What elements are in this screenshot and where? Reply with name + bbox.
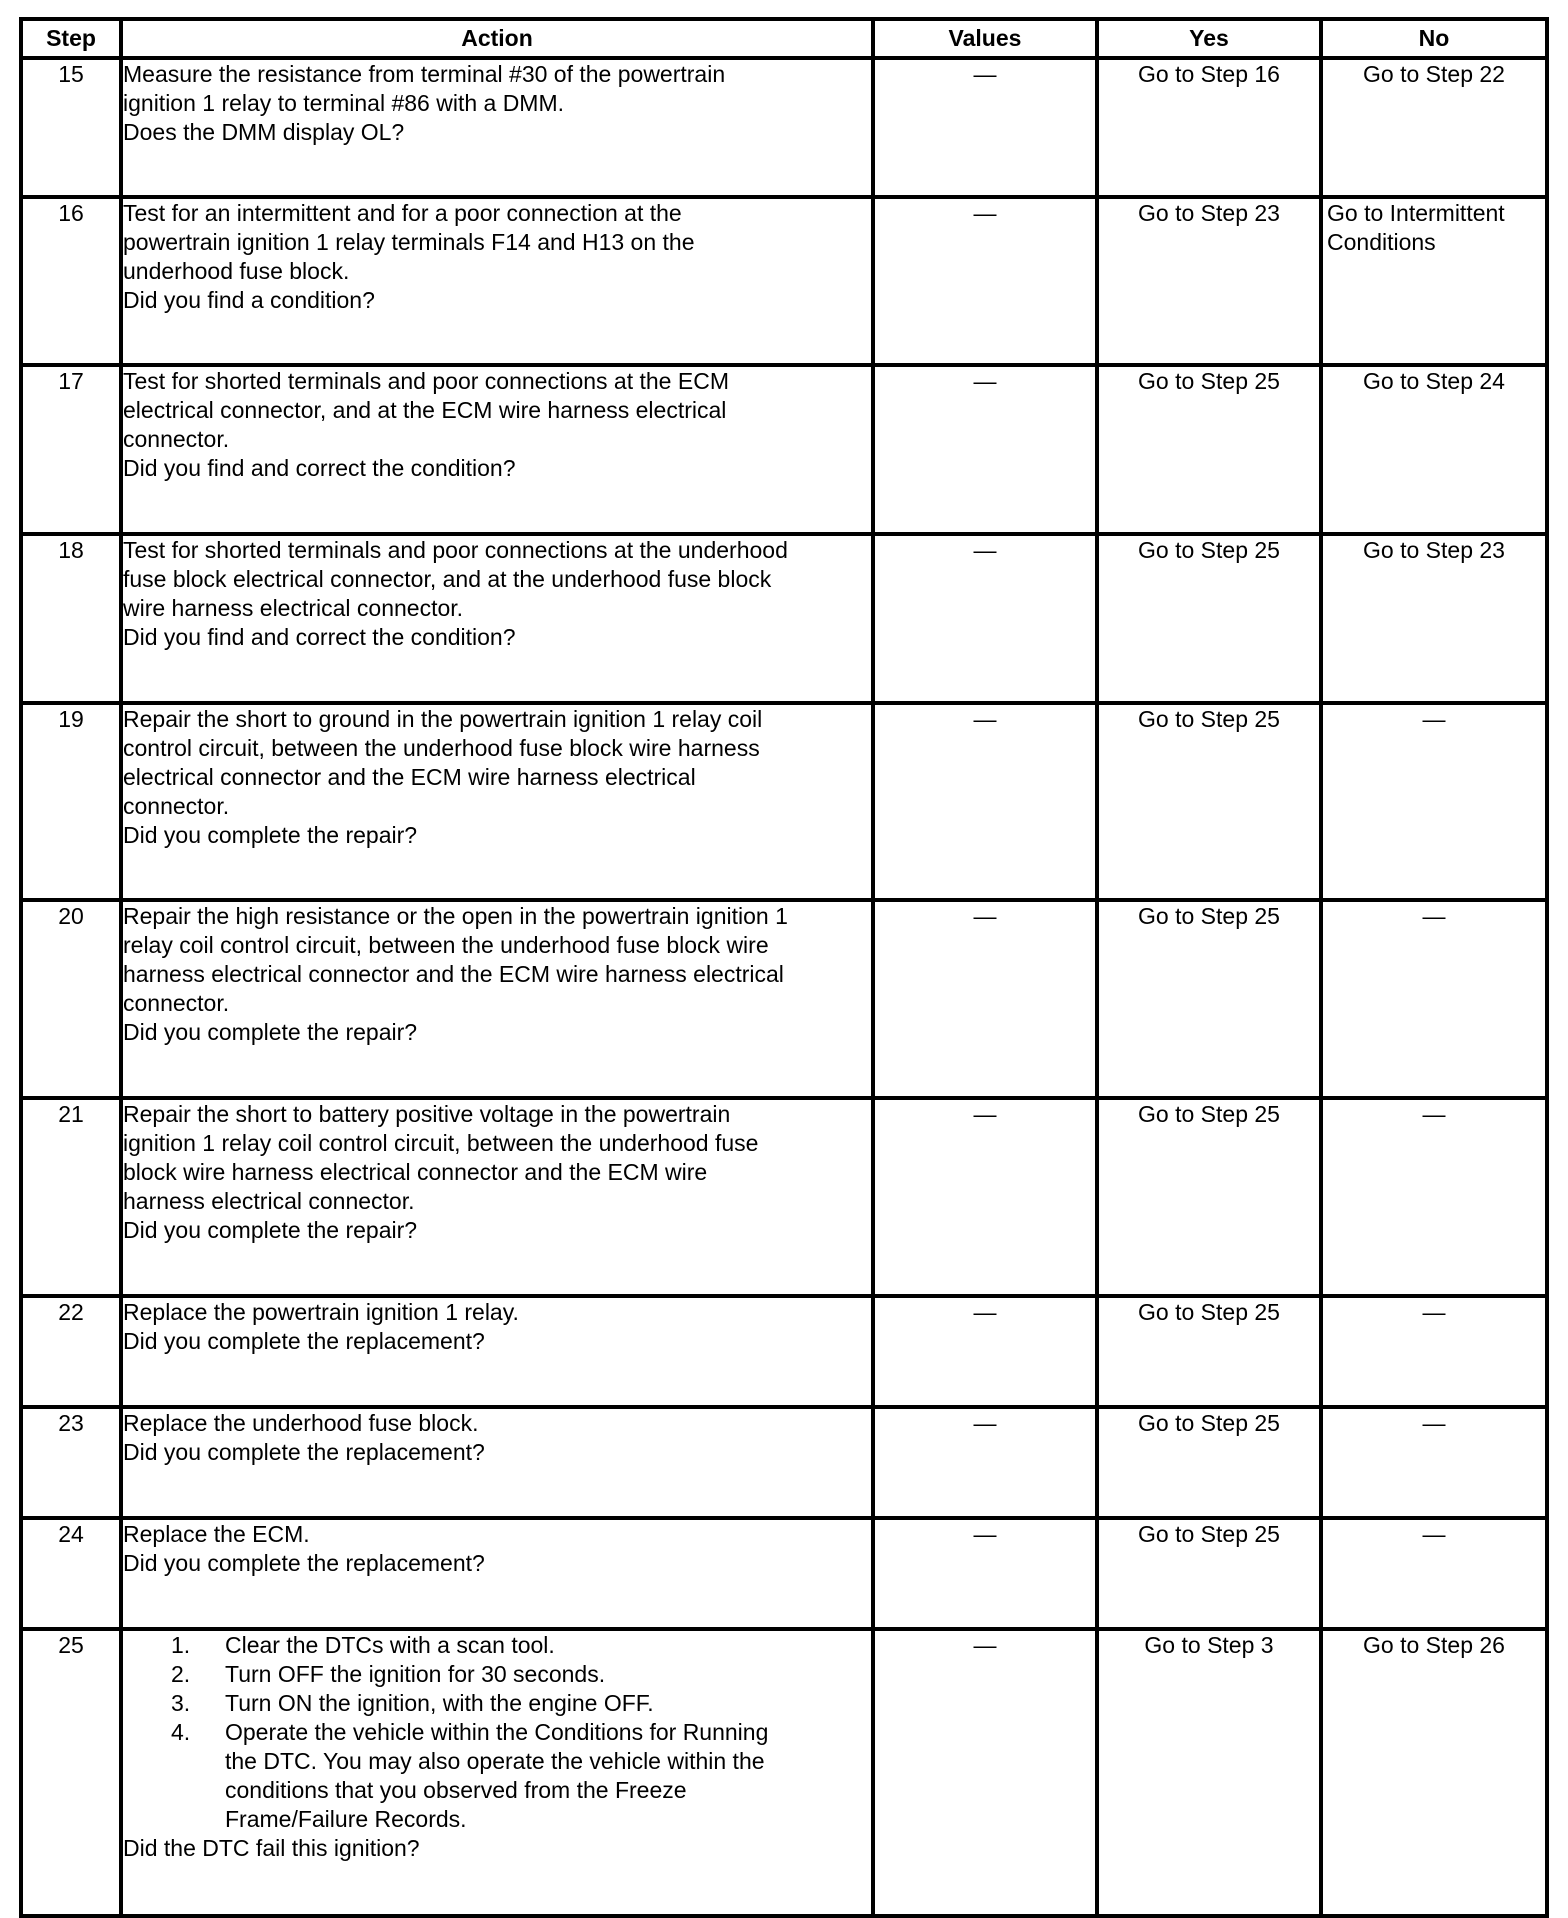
step-number: 16 [21, 197, 121, 365]
action-question: Did you complete the replacement? [123, 1550, 485, 1576]
no-cell [1321, 1407, 1547, 1518]
no-cell [1321, 1296, 1547, 1407]
action-line: fuse block electrical connector, and at the underhood fuse block [123, 566, 772, 592]
no-dash: — [1422, 706, 1446, 732]
header-yes: Yes [1097, 19, 1321, 58]
yes-cell [1097, 534, 1321, 703]
action-line: Measure the resistance from terminal #30 of the powertrain [123, 61, 726, 87]
yes-link[interactable]: Go to Step 25 [1138, 903, 1280, 929]
table-row [21, 1629, 1547, 1916]
action-question: Did you complete the repair? [123, 1019, 418, 1045]
step-number: 17 [21, 365, 121, 534]
action-text [123, 1298, 871, 1327]
table-row [21, 1296, 1547, 1407]
action-cell [121, 1098, 873, 1296]
values-cell: — [873, 58, 1097, 197]
list-item-text [225, 1660, 871, 1689]
action-line: electrical connector and the ECM wire harness electrical [123, 764, 696, 790]
action-line: harness electrical connector. [123, 1188, 415, 1214]
no-cell [1321, 1098, 1547, 1296]
action-question: Did the DTC fail this ignition? [123, 1835, 420, 1861]
yes-cell [1097, 1629, 1321, 1916]
table-row [21, 703, 1547, 900]
yes-cell [1097, 703, 1321, 900]
action-line: relay coil control circuit, between the underhood fuse block wire [123, 932, 769, 958]
action-cell [121, 703, 873, 900]
action-line: underhood fuse block. [123, 258, 350, 284]
yes-link[interactable]: Go to Step 25 [1138, 706, 1280, 732]
action-text [123, 536, 871, 623]
no-cell [1321, 703, 1547, 900]
action-line: ignition 1 relay coil control circuit, between the underhood fuse [123, 1130, 759, 1156]
table-row [21, 534, 1547, 703]
action-numbered-list [123, 1631, 871, 1834]
action-line: control circuit, between the underhood fuse block wire harness [123, 735, 760, 761]
values-cell: — [873, 197, 1097, 365]
no-cell [1321, 365, 1547, 534]
table-row [21, 1098, 1547, 1296]
table-row [21, 197, 1547, 365]
list-item-line: Frame/Failure Records. [225, 1806, 467, 1832]
action-text [123, 1409, 871, 1438]
action-cell [121, 1518, 873, 1629]
list-item-text [225, 1631, 871, 1660]
table-row [21, 900, 1547, 1098]
no-cell [1321, 534, 1547, 703]
list-item-text [225, 1718, 871, 1834]
header-row [21, 19, 1547, 58]
step-number: 24 [21, 1518, 121, 1629]
step-number: 20 [21, 900, 121, 1098]
table-row [21, 1518, 1547, 1629]
action-question: Did you find and correct the condition? [123, 624, 516, 650]
values-cell: — [873, 365, 1097, 534]
step-number: 19 [21, 703, 121, 900]
action-line: connector. [123, 426, 230, 452]
no-link[interactable] [1323, 199, 1545, 259]
step-number: 23 [21, 1407, 121, 1518]
yes-link[interactable]: Go to Step 25 [1138, 1101, 1280, 1127]
header-values: Values [873, 19, 1097, 58]
yes-cell [1097, 365, 1321, 534]
action-line: wire harness electrical connector. [123, 595, 464, 621]
action-question: Did you complete the repair? [123, 1217, 418, 1243]
action-cell [121, 197, 873, 365]
header-no: No [1321, 19, 1547, 58]
list-item-line: conditions that you observed from the Freeze [225, 1777, 687, 1803]
action-line: harness electrical connector and the ECM wire harness electrical [123, 961, 784, 987]
values-cell: — [873, 1407, 1097, 1518]
action-text [123, 60, 871, 118]
no-cell [1321, 58, 1547, 197]
values-cell: — [873, 900, 1097, 1098]
no-cell [1321, 1629, 1547, 1916]
action-line: connector. [123, 793, 230, 819]
action-text [123, 902, 871, 1018]
list-item-number: 2. [171, 1661, 191, 1687]
action-line: Replace the powertrain ignition 1 relay. [123, 1299, 519, 1325]
action-text [123, 705, 871, 821]
action-line: connector. [123, 990, 230, 1016]
yes-cell [1097, 1296, 1321, 1407]
action-cell [121, 1629, 873, 1916]
action-line: Test for shorted terminals and poor connections at the ECM [123, 368, 729, 394]
list-item-number: 1. [171, 1632, 191, 1658]
action-line: Repair the high resistance or the open in the powertrain ignition 1 [123, 903, 788, 929]
table-row [21, 1407, 1547, 1518]
list-item [123, 1631, 871, 1660]
yes-link[interactable]: Go to Step 3 [1144, 1632, 1274, 1658]
step-number: 15 [21, 58, 121, 197]
action-text [123, 367, 871, 454]
table-row [21, 365, 1547, 534]
list-item [123, 1718, 871, 1834]
action-cell [121, 365, 873, 534]
yes-cell [1097, 197, 1321, 365]
list-item [123, 1689, 871, 1718]
action-line: ignition 1 relay to terminal #86 with a DMM. [123, 90, 565, 116]
values-cell: — [873, 1629, 1097, 1916]
action-cell [121, 1296, 873, 1407]
yes-cell [1097, 1098, 1321, 1296]
list-item-line: Operate the vehicle within the Conditions for Running [225, 1719, 769, 1745]
action-text [123, 1100, 871, 1216]
action-line: electrical connector, and at the ECM wire harness electrical [123, 397, 727, 423]
diagnostic-table [19, 17, 1549, 1918]
yes-link[interactable]: Go to Step 25 [1138, 1410, 1280, 1436]
no-cell [1321, 1518, 1547, 1629]
list-item-line: Clear the DTCs with a scan tool. [225, 1632, 555, 1658]
no-dash: — [1422, 1410, 1446, 1436]
no-link[interactable]: Go to Step 22 [1363, 61, 1505, 87]
action-text [123, 199, 871, 286]
no-dash: — [1422, 903, 1446, 929]
no-link[interactable]: Go to Step 23 [1363, 537, 1505, 563]
no-cell [1321, 197, 1547, 365]
action-line: Repair the short to ground in the powertrain ignition 1 relay coil [123, 706, 763, 732]
no-link-line: Conditions [1327, 229, 1436, 255]
no-dash: — [1422, 1101, 1446, 1127]
action-line: Test for shorted terminals and poor connections at the underhood [123, 537, 788, 563]
table-row [21, 58, 1547, 197]
header-step: Step [21, 19, 121, 58]
header-action: Action [121, 19, 873, 58]
action-line: Repair the short to battery positive voltage in the powertrain [123, 1101, 731, 1127]
no-link-line: Go to Intermittent [1327, 200, 1505, 226]
action-question: Did you complete the replacement? [123, 1439, 485, 1465]
list-item-line: Turn ON the ignition, with the engine OFF. [225, 1690, 654, 1716]
yes-link[interactable]: Go to Step 25 [1138, 1299, 1280, 1325]
yes-link[interactable]: Go to Step 23 [1138, 200, 1280, 226]
action-question: Did you find and correct the condition? [123, 455, 516, 481]
list-item-text [225, 1689, 871, 1718]
action-question: Did you find a condition? [123, 287, 375, 313]
action-line: block wire harness electrical connector and the ECM wire [123, 1159, 708, 1185]
yes-cell [1097, 1407, 1321, 1518]
step-number: 21 [21, 1098, 121, 1296]
yes-link[interactable]: Go to Step 25 [1138, 368, 1280, 394]
step-number: 18 [21, 534, 121, 703]
list-item-number: 4. [171, 1719, 191, 1745]
action-line: powertrain ignition 1 relay terminals F14 and H13 on the [123, 229, 695, 255]
values-cell: — [873, 1518, 1097, 1629]
values-cell: — [873, 1296, 1097, 1407]
action-question: Does the DMM display OL? [123, 119, 405, 145]
action-cell [121, 534, 873, 703]
action-text [123, 1520, 871, 1549]
no-cell [1321, 900, 1547, 1098]
values-cell: — [873, 703, 1097, 900]
list-item [123, 1660, 871, 1689]
action-line: Test for an intermittent and for a poor connection at the [123, 200, 682, 226]
yes-link[interactable]: Go to Step 25 [1138, 537, 1280, 563]
list-item-line: the DTC. You may also operate the vehicle within the [225, 1748, 765, 1774]
yes-cell [1097, 58, 1321, 197]
no-link[interactable]: Go to Step 26 [1363, 1632, 1505, 1658]
values-cell: — [873, 534, 1097, 703]
action-cell [121, 1407, 873, 1518]
yes-link[interactable]: Go to Step 16 [1138, 61, 1280, 87]
diagnostic-table-sheet [19, 17, 1549, 1918]
no-link[interactable]: Go to Step 24 [1363, 368, 1505, 394]
no-dash: — [1422, 1299, 1446, 1325]
list-item-line: Turn OFF the ignition for 30 seconds. [225, 1661, 606, 1687]
action-question: Did you complete the repair? [123, 822, 418, 848]
step-number: 25 [21, 1629, 121, 1916]
values-cell: — [873, 1098, 1097, 1296]
yes-cell [1097, 900, 1321, 1098]
yes-cell [1097, 1518, 1321, 1629]
action-question: Did you complete the replacement? [123, 1328, 485, 1354]
step-number: 22 [21, 1296, 121, 1407]
no-dash: — [1422, 1521, 1446, 1547]
action-line: Replace the ECM. [123, 1521, 310, 1547]
action-cell [121, 900, 873, 1098]
action-cell [121, 58, 873, 197]
list-item-number: 3. [171, 1690, 191, 1716]
action-line: Replace the underhood fuse block. [123, 1410, 479, 1436]
yes-link[interactable]: Go to Step 25 [1138, 1521, 1280, 1547]
